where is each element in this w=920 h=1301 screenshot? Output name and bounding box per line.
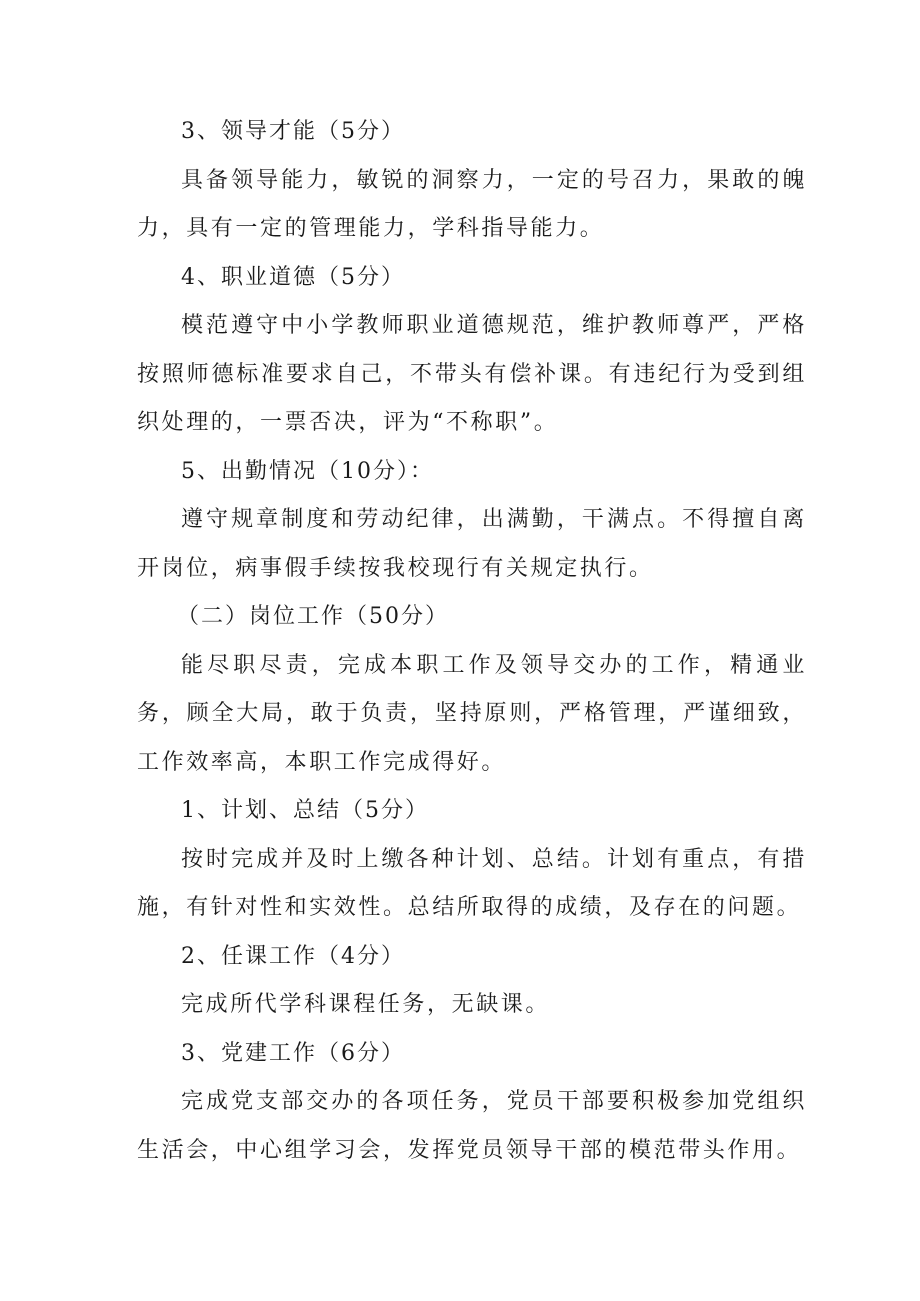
section-heading-plan-summary: 1、计划、总结（5分） xyxy=(181,798,429,823)
section-heading-ethics: 4、职业道德（5分） xyxy=(181,264,405,290)
paragraph-leadership: 具备领导能力，敏锐的洞察力，一定的号召力，果敢的魄力，具有一定的管理能力，学科指导能力。 xyxy=(137,167,807,241)
paragraph-teaching: 完成所代学科课程任务，无缺课。 xyxy=(181,992,551,1017)
section-heading-leadership: 3、领导才能（5分） xyxy=(181,119,405,144)
section-heading-party-building: 3、党建工作（6分） xyxy=(181,1040,405,1066)
paragraph-ethics: 模范遵守中小学教师职业道德规范，维护教师尊严，严格按照师德标准要求自己，不带头有偿补课。有违纪行为受到组织处理的，一票否决，评为“不称职”。 xyxy=(137,313,807,435)
section-heading-post-work: （二）岗位工作（50分） xyxy=(177,604,449,629)
paragraph-post-work: 能尽职尽责，完成本职工作及领导交办的工作，精通业务，顾全大局，敢于负责，坚持原则，严格管理，严谨细致，工作效率高，本职工作完成得好。 xyxy=(137,652,807,775)
document-body xyxy=(137,108,807,1175)
paragraph-attendance: 遵守规章制度和劳动纪律，出满勤，干满点。不得擅自离开岗位，病事假手续按我校现行有关规定执行。 xyxy=(137,507,807,581)
section-heading-teaching: 2、任课工作（4分） xyxy=(181,943,405,969)
section-heading-attendance: 5、出勤情况（10分）： xyxy=(181,458,434,484)
paragraph-plan-summary: 按时完成并及时上缴各种计划、总结。计划有重点，有措施，有针对性和实效性。总结所取得的成绩，及存在的问题。 xyxy=(137,846,807,920)
paragraph-party-building: 完成党支部交办的各项任务，党员干部要积极参加党组织生活会，中心组学习会，发挥党员领导干部的模范带头作用。 xyxy=(137,1089,807,1163)
